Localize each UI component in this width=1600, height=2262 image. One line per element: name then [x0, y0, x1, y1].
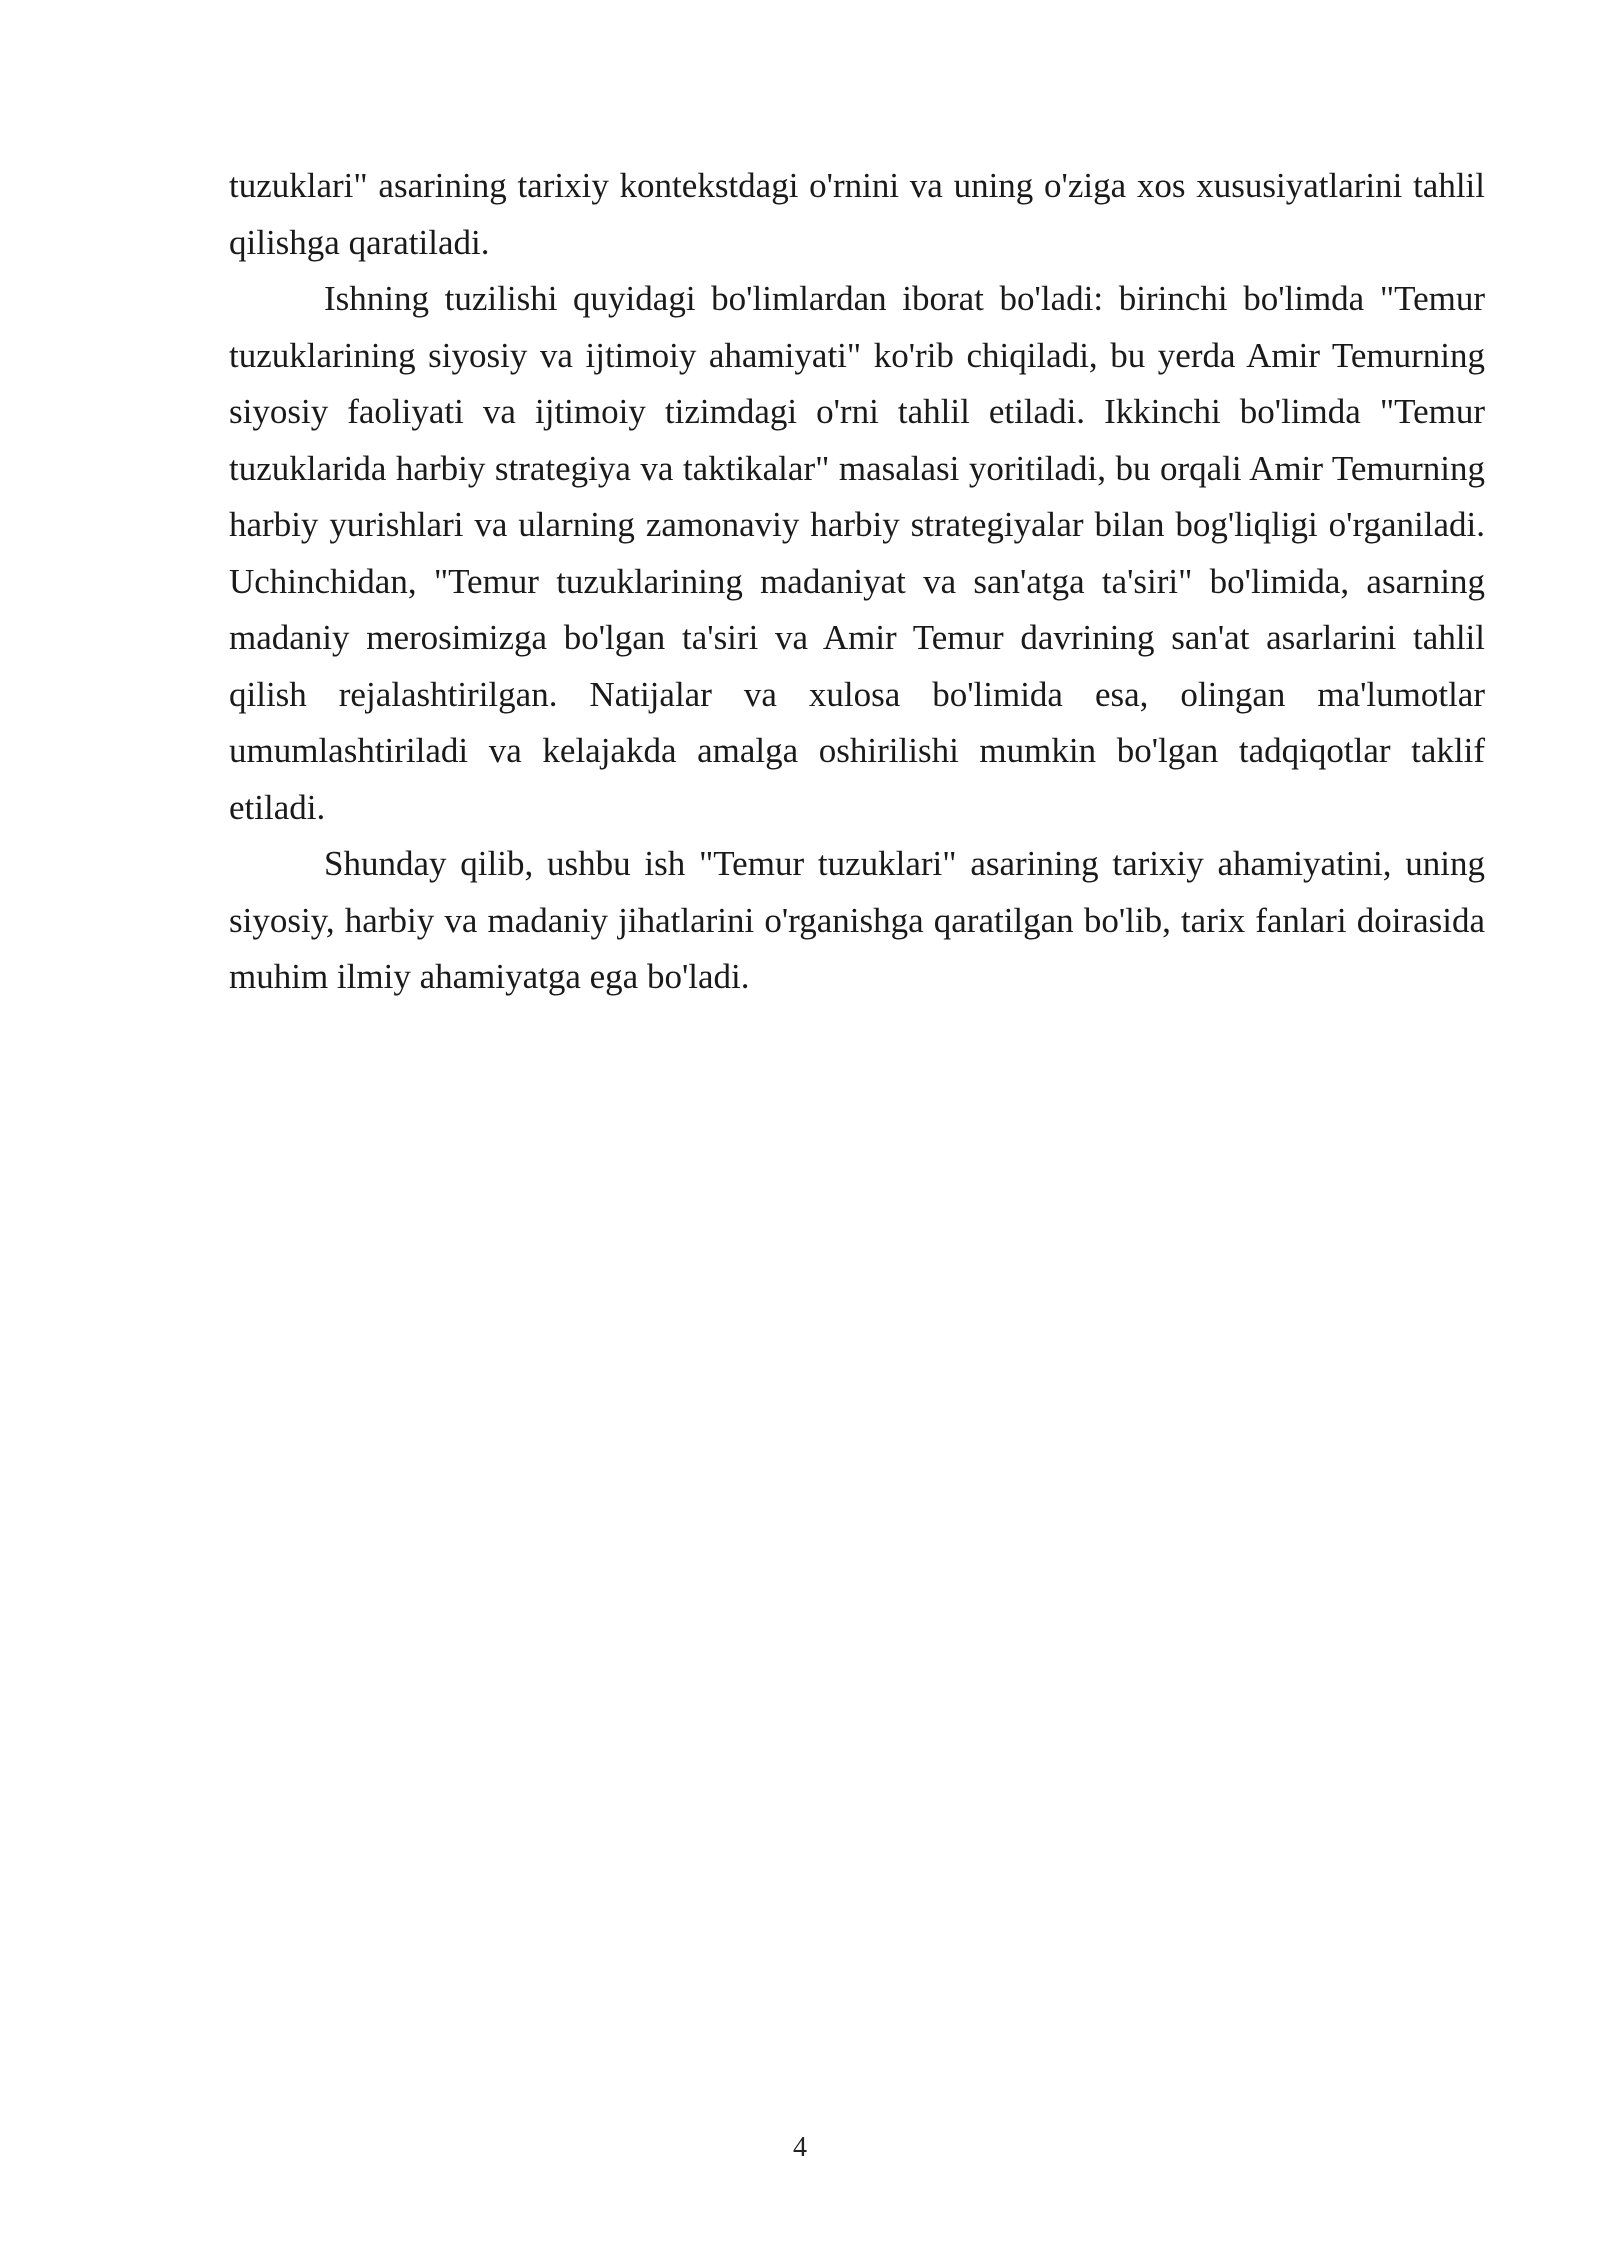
body-text [229, 158, 1485, 1006]
paragraph-continuation: tuzuklari" asarining tarixiy kontekstdagi o'rnini va uning o'ziga xos xususiyatlarini tahlil qilishga qaratiladi. [229, 166, 1485, 262]
paragraph-conclusion: Shunday qilib, ushbu ish "Temur tuzuklari" asarining tarixiy ahamiyatini, uning siyosiy, harbiy va madaniy jihatlarini o'rganishga qaratilgan bo'lib, tarix fanlari doirasida muhim ilmiy ahamiyatga ega bo'ladi. [229, 844, 1485, 996]
paragraph-structure: Ishning tuzilishi quyidagi bo'limlardan iborat bo'ladi: birinchi bo'limda "Temur tuzuklarining siyosiy va ijtimoiy ahamiyati" ko'rib chiqiladi, bu yerda Amir Temurning siyosiy faoliyati va ijtimoiy tizimdagi o'rni tahlil etiladi. Ikkinchi bo'limda "Temur tuzuklarida harbiy strategiya va taktikalar" masalasi yoritiladi, bu orqali Amir Temurning harbiy yurishlari va ularning zamonaviy harbiy strategiyalar bilan bog'liqligi o'rganiladi. Uchinchidan, "Temur tuzuklarining madaniyat va san'atga ta'siri" bo'limida, asarning madaniy merosimizga bo'lgan ta'siri va Amir Temur davrining san'at asarlarini tahlil qilish rejalashtirilgan. Natijalar va xulosa bo'limida esa, olingan ma'lumotlar umumlashtiriladi va kelajakda amalga oshirilishi mumkin bo'lgan tadqiqotlar taklif etiladi. [229, 279, 1485, 827]
page-number: 4 [793, 2132, 807, 2163]
